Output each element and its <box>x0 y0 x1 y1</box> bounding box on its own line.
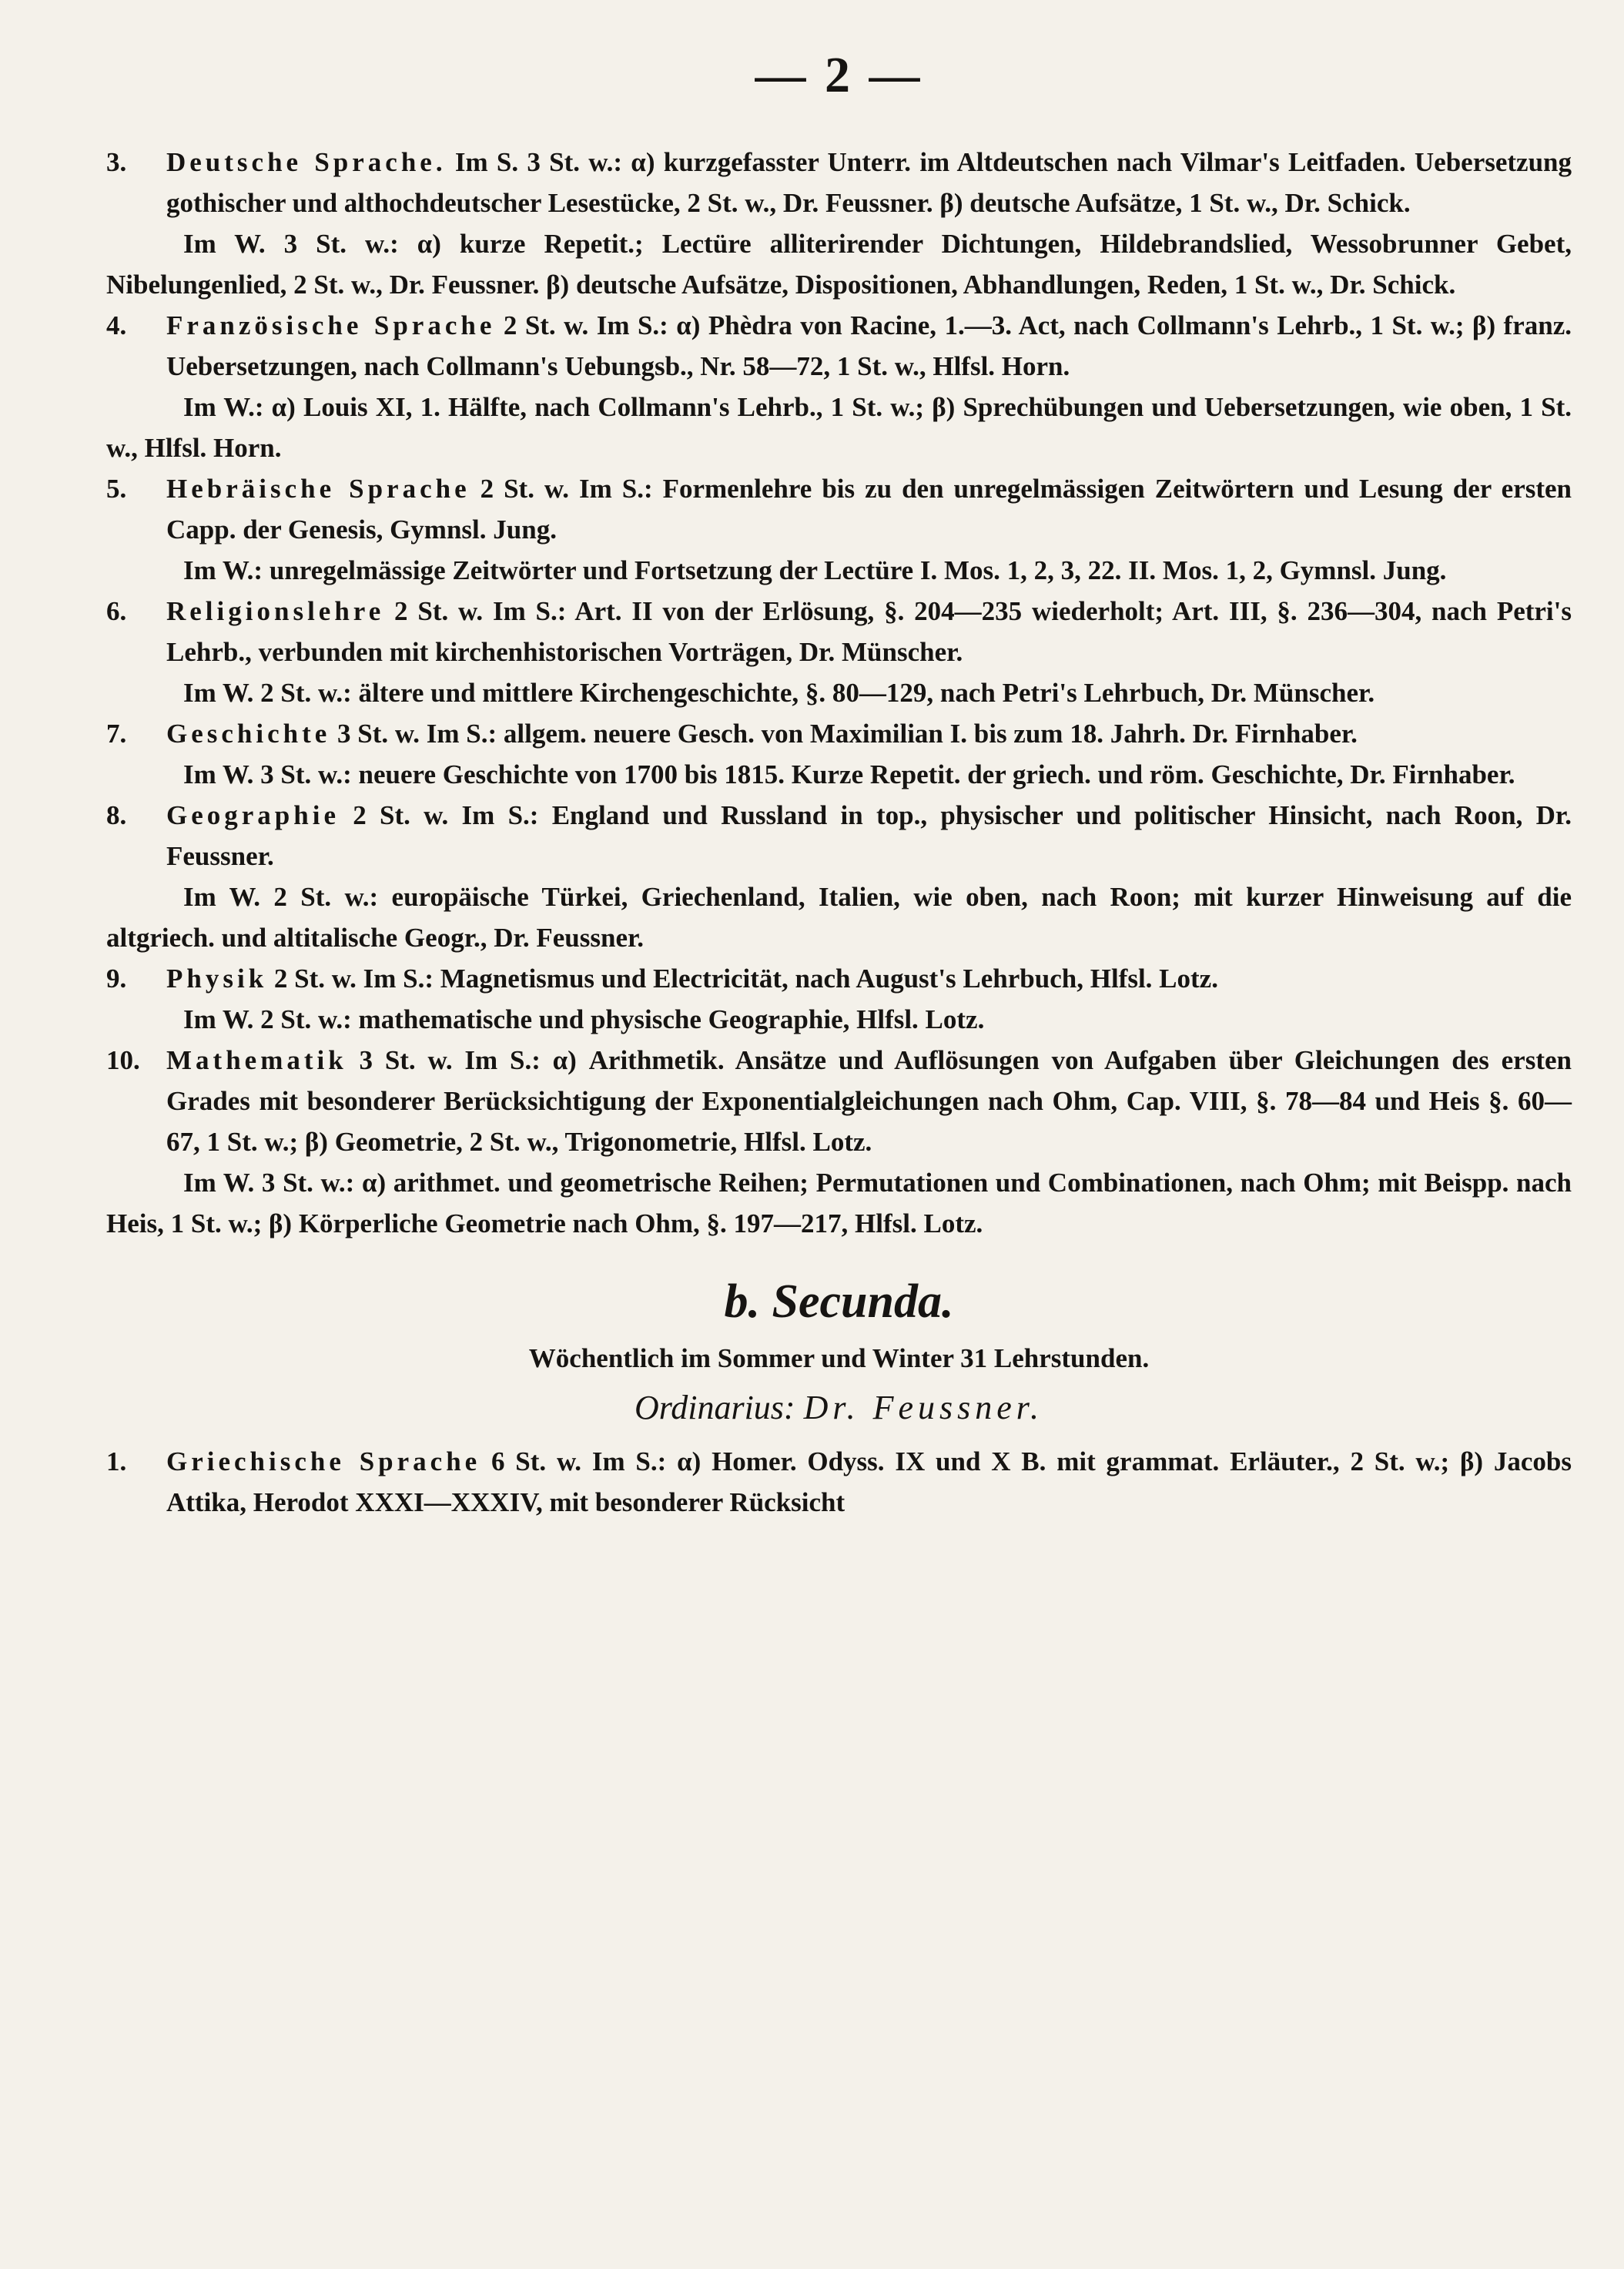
subject-section-hebraeisch <box>106 468 1572 591</box>
winter-entry: Im W. 3 St. w.: α) arithmet. und geometrische Reihen; Permutationen und Combinationen, nach Ohm; mit Beispp. nach Heis, 1 St. w.; β) Körperliche Geometrie nach Ohm, §. 197—217, Hlfsl. Lotz. <box>106 1168 1572 1238</box>
summer-text: 2 St. w. Im S.: α) Phèdra von Racine, 1.—3. Act, nach Collmann's Lehrb., 1 St. w.; β) franz. Uebersetzungen, nach Collmann's Uebungsb., Nr. 58—72, 1 St. w., Hlfsl. Horn. <box>166 310 1572 381</box>
summer-text: 6 St. w. Im S.: α) Homer. Odyss. IX und X B. mit grammat. Erläuter., 2 St. w.; β) Jacobs Attika, Herodot XXXI—XXXIV, mit besonderer Rücksicht <box>166 1446 1572 1517</box>
subject-entry <box>106 468 1572 550</box>
subject-section-griechisch <box>106 1441 1572 1523</box>
subject-entry <box>106 305 1572 387</box>
subject-section-franzoesisch <box>106 305 1572 468</box>
winter-entry: Im W. 2 St. w.: europäische Türkei, Griechenland, Italien, wie oben, nach Roon; mit kurzer Hinweisung auf die altgriech. und altitalische Geogr., Dr. Feussner. <box>106 882 1572 953</box>
ordinarius-label: Ordinarius: <box>634 1389 804 1426</box>
winter-entry: Im W.: unregelmässige Zeitwörter und Fortsetzung der Lectüre I. Mos. 1, 2, 3, 22. II. Mos. 1, 2, Gymnsl. Jung. <box>183 555 1447 585</box>
item-number: 6. <box>106 596 127 626</box>
subject-name: Griechische Sprache <box>166 1446 481 1476</box>
subject-section-geographie <box>106 795 1572 958</box>
subject-section-religion <box>106 591 1572 713</box>
subject-name: Religionslehre <box>166 596 385 626</box>
subject-name: Hebräische Sprache <box>166 474 470 504</box>
subject-name: Deutsche Sprache. <box>166 147 447 177</box>
secunda-heading: b. Secunda. <box>724 1275 954 1328</box>
summer-text: 2 St. w. Im S.: England und Russland in top., physischer und politischer Hinsicht, nach Roon, Dr. Feussner. <box>166 800 1572 871</box>
subject-section-geschichte <box>106 713 1572 795</box>
ordinarius-name: Dr. Feussner. <box>803 1389 1044 1426</box>
winter-entry: Im W. 3 St. w.: α) kurze Repetit.; Lectüre alliterirender Dichtungen, Hildebrandslied, Wessobrunner Gebet, Nibelungenlied, 2 St. w., Dr. Feussner. β) deutsche Aufsätze, Dispositionen, Abhandlungen, Reden, 1 St. w., Dr. Schick. <box>106 229 1572 300</box>
subject-entry <box>106 591 1572 672</box>
item-number: 10. <box>106 1045 140 1075</box>
subject-section-physik <box>106 958 1572 1040</box>
item-number: 7. <box>106 719 127 749</box>
summer-text: 3 St. w. Im S.: allgem. neuere Gesch. von Maximilian I. bis zum 18. Jahrh. Dr. Firnhaber. <box>330 719 1358 749</box>
ordinarius-line <box>106 1388 1572 1427</box>
page-number: — 2 — <box>755 47 923 103</box>
summer-text: 2 St. w. Im S.: Formenlehre bis zu den unregelmässigen Zeitwörtern und Lesung der ersten Capp. der Genesis, Gymnsl. Jung. <box>166 474 1572 545</box>
subject-name: Geschichte <box>166 719 331 749</box>
subject-entry <box>106 1441 1572 1523</box>
subject-entry <box>106 1040 1572 1162</box>
summer-text: Im S. 3 St. w.: α) kurzgefasster Unterr. im Altdeutschen nach Vilmar's Leitfaden. Uebersetzung gothischer und althochdeutscher Lesestücke, 2 St. w., Dr. Feussner. β) deutsche Aufsätze, 1 St. w., Dr. Schick. <box>166 147 1572 218</box>
item-number: 5. <box>106 474 127 504</box>
winter-entry: Im W.: α) Louis XI, 1. Hälfte, nach Collmann's Lehrb., 1 St. w.; β) Sprechübungen und Uebersetzungen, wie oben, 1 St. w., Hlfsl. Horn. <box>106 392 1572 463</box>
subject-name: Französische Sprache <box>166 310 496 340</box>
winter-entry: Im W. 2 St. w.: mathematische und physische Geographie, Hlfsl. Lotz. <box>183 1004 985 1034</box>
subject-entry <box>106 958 1572 999</box>
subject-name: Geographie <box>166 800 340 830</box>
summer-text: 3 St. w. Im S.: α) Arithmetik. Ansätze und Auflösungen von Aufgaben über Gleichungen des ersten Grades mit besonderer Berücksichtigung der Exponentialgleichungen nach Ohm, Cap. VIII, §. 78—84 und Heis §. 60—67, 1 St. w.; β) Geometrie, 2 St. w., Trigonometrie, Hlfsl. Lotz. <box>166 1045 1572 1157</box>
subject-name: Mathematik <box>166 1045 347 1075</box>
subject-section-mathematik <box>106 1040 1572 1244</box>
winter-entry: Im W. 3 St. w.: neuere Geschichte von 1700 bis 1815. Kurze Repetit. der griech. und röm. Geschichte, Dr. Firnhaber. <box>183 759 1515 789</box>
item-number: 8. <box>106 800 127 830</box>
subject-entry <box>106 795 1572 876</box>
item-number: 9. <box>106 964 127 994</box>
secunda-subheading: Wöchentlich im Sommer und Winter 31 Lehrstunden. <box>528 1343 1150 1373</box>
winter-entry: Im W. 2 St. w.: ältere und mittlere Kirchengeschichte, §. 80—129, nach Petri's Lehrbuch, Dr. Münscher. <box>183 678 1375 708</box>
summer-text: 2 St. w. Im S.: Magnetismus und Electricität, nach August's Lehrbuch, Hlfsl. Lotz. <box>267 964 1218 994</box>
summer-text: 2 St. w. Im S.: Art. II von der Erlösung, §. 204—235 wiederholt; Art. III, §. 236—304, nach Petri's Lehrb., verbunden mit kirchenhistorischen Vorträgen, Dr. Münscher. <box>166 596 1572 667</box>
item-number: 3. <box>106 147 127 177</box>
subject-entry <box>106 713 1572 754</box>
item-number: 4. <box>106 310 127 340</box>
subject-name: Physik <box>166 964 268 994</box>
item-number: 1. <box>106 1446 127 1476</box>
subject-section-deutsch <box>106 142 1572 305</box>
subject-entry <box>106 142 1572 223</box>
